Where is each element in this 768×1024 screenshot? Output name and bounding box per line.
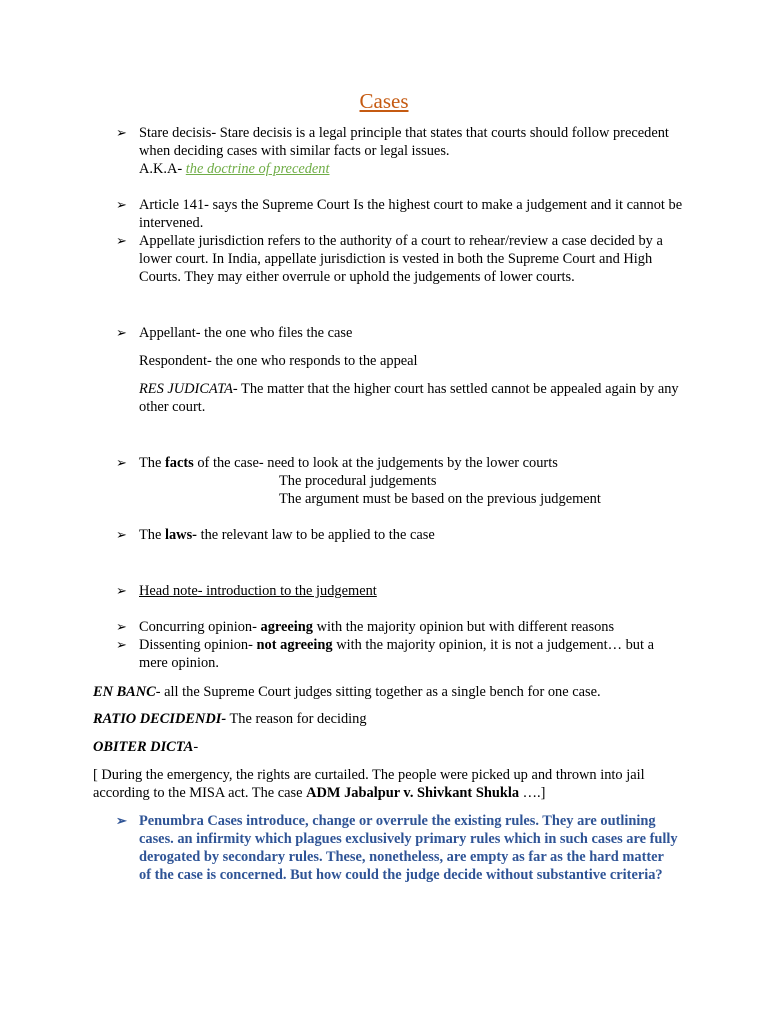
laws-bold: laws-: [164, 527, 197, 543]
obiter-dicta-paragraph: [93, 738, 683, 756]
bullet-icon: ➢: [116, 527, 127, 542]
dissenting-pre: Dissenting opinion-: [139, 637, 257, 653]
en-banc-term: EN BANC: [93, 684, 156, 700]
bullet-icon: ➢: [116, 455, 127, 470]
facts-bold: facts: [164, 455, 194, 471]
article-141-item: Article 141- says the Supreme Court Is the highest court to make a judgement and it cannot be intervened.: [139, 197, 683, 231]
stare-decisis-text: Stare decisis- Stare decisis is a legal principle that states that courts should follow precedent when deciding cases with similar facts or legal issues.: [139, 125, 669, 159]
facts-post: of the case- need to look at the judgements by the lower courts: [193, 455, 558, 471]
appellant-item: Appellant- the one who files the case: [139, 325, 353, 341]
bullet-icon: ➢: [116, 813, 127, 828]
emergency-case-name: ADM Jabalpur v. Shivkant Shukla: [306, 785, 520, 801]
obiter-dicta-text: -: [193, 739, 199, 755]
en-banc-text: - all the Supreme Court judges sitting together as a single bench for one case.: [155, 684, 601, 700]
dissenting-opinion-item: [139, 636, 684, 672]
bullet-icon: ➢: [116, 325, 127, 340]
laws-pre: The: [139, 527, 165, 543]
bullet-icon: ➢: [116, 197, 127, 212]
emergency-post: ….]: [519, 785, 546, 801]
appellate-jurisdiction-item: Appellate jurisdiction refers to the authority of a court to rehear/review a case decided by a lower court. In India, appellate jurisdiction is vested in both the Supreme Court and High Courts. They may either overrule or uphold the judgements of lower courts.: [139, 233, 663, 285]
bullet-icon: ➢: [116, 619, 127, 634]
obiter-dicta-term: OBITER DICTA: [93, 739, 194, 755]
res-judicata-line: [139, 380, 684, 416]
emergency-paragraph: [93, 766, 683, 802]
ratio-decidendi-term: RATIO DECIDENDI-: [93, 711, 227, 727]
laws-post: the relevant law to be applied to the case: [196, 527, 435, 543]
emergency-pre: [ During the emergency, the rights are curtailed. The people were picked up and thrown into jail according to the MISA act. The case: [93, 767, 645, 801]
bullet-icon: ➢: [116, 583, 127, 598]
facts-item: [139, 454, 684, 472]
stare-decisis-item: [139, 124, 684, 178]
laws-item: [139, 526, 684, 544]
procedural-judgements-line: The procedural judgements: [279, 473, 437, 489]
bullet-icon: ➢: [116, 637, 127, 652]
page-title: Cases: [359, 89, 409, 113]
ratio-decidendi-paragraph: [93, 710, 683, 728]
bullet-icon: ➢: [116, 233, 127, 248]
res-judicata-text: The matter that the higher court has settled cannot be appealed again by any other court.: [139, 381, 679, 415]
dissenting-bold: not agreeing: [256, 637, 333, 653]
en-banc-paragraph: [93, 683, 683, 701]
facts-pre: The: [139, 455, 165, 471]
argument-line: The argument must be based on the previous judgement: [279, 491, 601, 507]
bullet-icon: ➢: [116, 125, 127, 140]
ratio-decidendi-text: The reason for deciding: [226, 711, 367, 727]
concurring-bold: agreeing: [260, 619, 314, 635]
head-note-item: Head note- introduction to the judgement: [139, 583, 377, 599]
concurring-opinion-item: [139, 618, 684, 636]
dissenting-post: with the majority opinion, it is not a judgement… but a mere opinion.: [139, 637, 654, 671]
concurring-post: with the majority opinion but with different reasons: [313, 619, 615, 635]
penumbra-cases-item: Penumbra Cases introduce, change or overrule the existing rules. They are outlining cases. an infirmity which plagues exclusively primary rules which in such cases are fully derogated by secondary rules. These, nonetheless, are empty as far as the hard matter of the case is concerned. But how could the judge decide without substantive criteria?: [139, 813, 678, 883]
concurring-pre: Concurring opinion-: [139, 619, 261, 635]
respondent-line: Respondent- the one who responds to the appeal: [139, 353, 418, 369]
aka-label: A.K.A-: [139, 161, 186, 177]
res-judicata-term: RES JUDICATA-: [139, 381, 238, 397]
doctrine-of-precedent-link[interactable]: the doctrine of precedent: [185, 161, 330, 177]
